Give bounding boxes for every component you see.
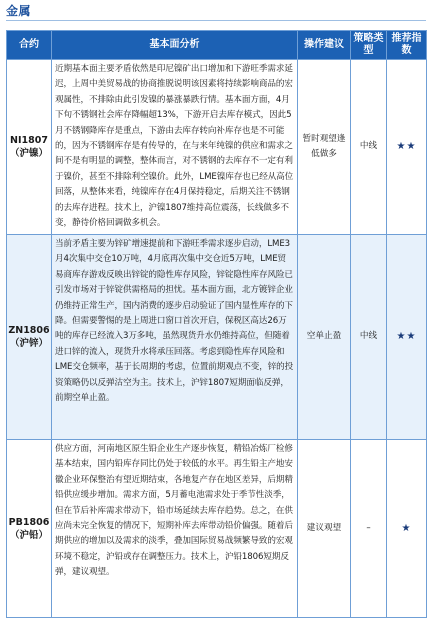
recommend-stars: ★★ — [387, 235, 427, 440]
strategy-cell: 中线 — [351, 60, 387, 235]
header-recommend: 推荐指数 — [387, 31, 427, 60]
header-fundamental: 基本面分析 — [52, 31, 298, 60]
contract-name: （沪镍） — [9, 148, 48, 159]
strategy-table — [6, 30, 427, 618]
table-row — [7, 235, 427, 440]
section-title: 金属 — [6, 4, 32, 18]
advice-cell: 建议观望 — [298, 440, 351, 618]
header-contract: 合约 — [7, 31, 52, 60]
contract-name: （沪铅） — [9, 529, 48, 541]
analysis-cell: 近期基本面主要矛盾依然是印尼镍矿出口增加和下游旺季需求延迟，上周中美贸易战的协商推脱说明该因素将持续影响商品的宏观属性，不排除由此引发镍的暴涨暴跌行情。基本面方面，4月下旬不锈钢社会库存降幅超13%，下游开启去库存模式，因此5月不锈钢降库存是重点，下游由去库存转向补库存也是不可能的，因为不锈钢库存是有传导的，在与来年纯镍的供应和需求之间不是有明显的调整，整体而言，对不锈钢的去库存不一定有利于镍价，甚至不排除利空镍价。此外，LME镍库存也已经从高位回落，从整体来看，纯镍库存在4月保持稳定，后期关注不锈钢的去库存进程。技术上，沪镍1807维持高位震荡，长线做多不变，静待价格回调做多机会。 — [52, 60, 298, 235]
table-row — [7, 440, 427, 618]
header-strategy: 策略类型 — [351, 31, 387, 60]
advice-cell: 空单止盈 — [298, 235, 351, 440]
contract-code: NI1807 — [10, 135, 48, 146]
recommend-stars: ★★ — [387, 60, 427, 235]
contract-cell — [7, 440, 52, 618]
recommend-stars: ★ — [387, 440, 427, 618]
contract-code: PB1806 — [8, 516, 50, 528]
contract-cell — [7, 235, 52, 440]
header-advice: 操作建议 — [298, 31, 351, 60]
title-divider — [6, 20, 426, 21]
analysis-cell: 供应方面，河南地区原生铅企业生产逐步恢复，精铅冶炼厂检修基本结束，国内铅库存同比仍处于较低的水平。再生铅主产地安徽企业环保整治有望近期结束，各地复产存在地区差异，后期精铅供应缓步增加。需求方面，5月蓄电池需求处于季节性淡季，但在节后补库需求带动下，铅市场延续去库存趋势。总之，在供应尚未完全恢复的情况下，短期补库去库带动铅价偏强。随着后期供应的增加以及需求的淡季，叠加国际贸易战频繁导致的宏观环境不稳定，沪铅或存在调整压力。技术上，沪铅1806短期反弹，建议观望。 — [52, 440, 298, 618]
advice-cell: 暂时观望逢低做多 — [298, 60, 351, 235]
strategy-cell: 中线 — [351, 235, 387, 440]
strategy-cell: – — [351, 440, 387, 618]
contract-cell — [7, 60, 52, 235]
contract-code: ZN1806 — [8, 325, 50, 336]
contract-name: （沪锌） — [9, 338, 48, 349]
table-row — [7, 60, 427, 235]
table-header-row — [7, 31, 427, 60]
analysis-cell: 当前矛盾主要为锌矿增速提前和下游旺季需求逐步启动，LME3月4次集中交仓10万吨，4月底再次集中交仓近5万吨，LME贸易商库存游戏反映出锌锭的隐性库存风险，锌锭隐性库存风险已引发市场对于锌锭供需格局的担忧。基本面方面，北方镀锌企业仍维持正常生产，国内消费的逐步启动验证了国内显性库存的下降。但需要警惕的是上周进口窗口首次开启，保税区高达26万吨的库存已经流入3万多吨，虽然现货升水仍维持高位，但随着进口锌的流入，现货升水将承压回落。考虑到隐性库存风险和LME交仓频率，基于长周期的考虑，位置前期观点不变，锌的投资策略仍以反弹沽空为主。技术上，沪锌1807短期面临反弹，前期空单止盈。 — [52, 235, 298, 440]
